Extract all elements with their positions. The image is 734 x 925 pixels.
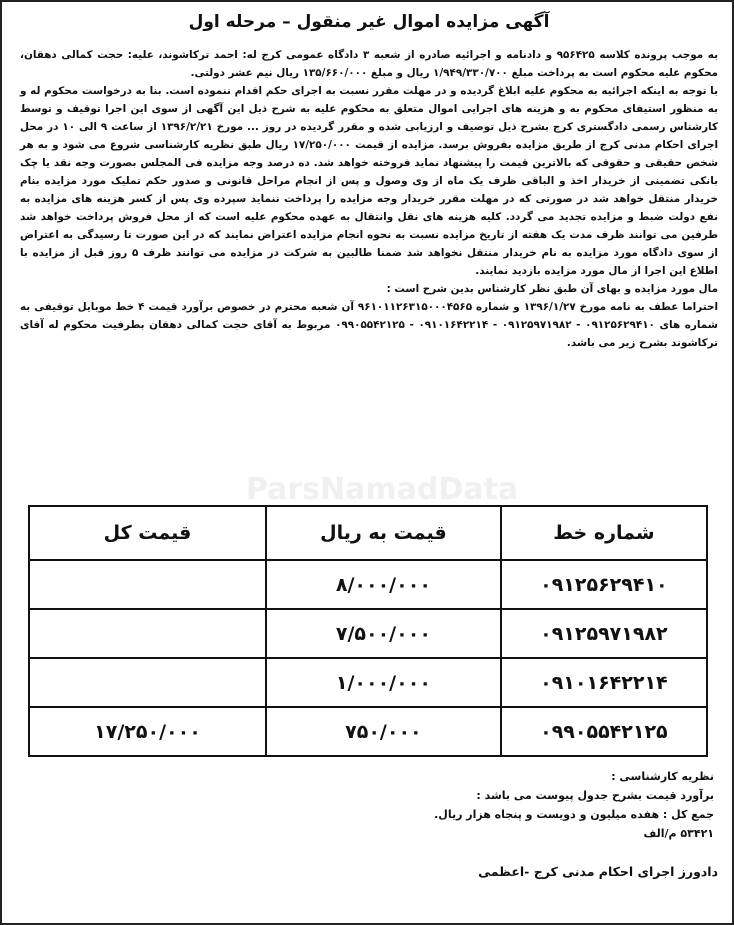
phone-lines-table bbox=[28, 505, 708, 757]
case-paragraph: به موجب پرونده کلاسه ۹۵۶۴۲۵ و دادنامه و اجرائیه صادره از شعبه ۳ دادگاه عمومی کرج له: احمد ترکاشوند، علیه: حجت کمالی دهقان، محکوم علیه محکوم است به پرداخت مبلغ ۱/۹۴۹/۳۳۰/۷۰۰ ریال و مبلغ ۱۳۵/۶۶۰/۰۰۰ ریال نیم عشر دولتی. bbox=[20, 49, 719, 79]
line-number-cell: ۰۹۱۲۵۹۷۱۹۸۲ bbox=[501, 609, 707, 658]
total-cell bbox=[29, 609, 266, 658]
line-number-cell: ۰۹۱۲۵۶۲۹۴۱۰ bbox=[501, 560, 707, 609]
total-cell: ۱۷/۲۵۰/۰۰۰ bbox=[29, 707, 266, 756]
line-number-cell: ۰۹۹۰۵۵۴۲۱۲۵ bbox=[501, 707, 707, 756]
table-row bbox=[29, 609, 707, 658]
line-number-cell: ۰۹۱۰۱۶۴۲۲۱۴ bbox=[501, 658, 707, 707]
price-cell: ۸/۰۰۰/۰۰۰ bbox=[266, 560, 501, 609]
table-row bbox=[29, 707, 707, 756]
notice-body bbox=[20, 46, 718, 352]
header-price: قیمت به ریال bbox=[266, 506, 501, 560]
expert-opinion bbox=[16, 767, 714, 843]
total-cell bbox=[29, 658, 266, 707]
table-header-row bbox=[29, 506, 707, 560]
property-intro-paragraph: مال مورد مزایده و بهای آن طبق نظر کارشناس بدین شرح است : bbox=[386, 283, 718, 295]
price-cell: ۷/۵۰۰/۰۰۰ bbox=[266, 609, 501, 658]
table-row bbox=[29, 658, 707, 707]
header-total: قیمت کل bbox=[29, 506, 266, 560]
signature: دادورز اجرای احکام مدنی کرج -اعظمی bbox=[478, 864, 718, 879]
reference-number: ۵۳۴۲۱ م/الف bbox=[643, 827, 714, 840]
expert-opinion-heading: نظریه کارشناسی : bbox=[611, 770, 714, 783]
table-row bbox=[29, 560, 707, 609]
price-cell: ۷۵۰/۰۰۰ bbox=[266, 707, 501, 756]
total-cell bbox=[29, 560, 266, 609]
header-line-number: شماره خط bbox=[501, 506, 707, 560]
auction-terms-paragraph: با توجه به اینکه اجرائیه به محکوم علیه ابلاغ گردیده و در مهلت مقرر نسبت به اجرای حکم اقدام ننموده است. بنا به درخواست محکوم له و به منظور استیفای محکوم به و هزینه های اجرایی اموال متعلق به محکوم علیه به شرح ذیل این آگهی از سوی این اجرا توقیف و توسط کارشناس رسمی دادگستری کرج بشرح ذیل توصیف و ارزیابی شده و مقرر گردیده در روز ... مورخ ۱۳۹۶/۲/۲۱ از ساعت ۹ الی ۱۰ در محل اجرای احکام مدنی کرج از طریق مزایده بفروش برسد. مزایده از قیمت ۱۷/۲۵۰/۰۰۰ ریال طبق نظریه کارشناسی شروع می شود و به هر شخص حقیقی و حقوقی که بالاترین قیمت را پیشنهاد نماید فروخته خواهد شد. ده درصد وجه مزایده فی المجلس بصورت وجه نقد یا چک بانکی تضمینی از خریدار اخذ و الباقی ظرف یک ماه از وی وصول و پس از انجام مراحل قانونی و صدور حکم تملیک مورد مزایده بنام خریدار منتقل خواهد شد در صورتی که در مهلت مقرر خریدار وجه مزایده را پرداخت ننماید سپرده وی پس از کسر هزینه های مزایده به نفع دولت ضبط و مزایده تجدید می گردد. کلیه هزینه های نقل وانتقال به عهده محکوم علیه است که از محل فروش پرداخت خواهد شد طرفین می توانند ظرف مدت یک هفته از تاریخ مزایده نسبت به نحوه انجام مزایده اعتراض نمایند که در این صورت تا رسیدگی به اعتراض از سوی دادگاه مورد مزایده به نام خریدار منتقل نخواهد شد ضمنا طالبین به شرکت در مزایده می توانند ظرف ۵ روز قبل از مزایده با اطلاع این اجرا از مال مورد مزایده بازدید نمایند. bbox=[20, 85, 719, 277]
watermark: ParsNamadData bbox=[245, 472, 519, 507]
grand-total-text: جمع کل : هفده میلیون و دویست و پنجاه هزار ریال. bbox=[434, 808, 714, 821]
estimate-note: برآورد قیمت بشرح جدول پیوست می باشد : bbox=[476, 789, 714, 802]
notice-title: آگهی مزایده اموال غیر منقول – مرحله اول bbox=[188, 12, 550, 32]
price-cell: ۱/۰۰۰/۰۰۰ bbox=[266, 658, 501, 707]
expert-letter-paragraph: احتراما عطف به نامه مورخ ۱۳۹۶/۱/۲۷ و شماره ۹۶۱۰۱۱۲۶۳۱۵۰۰۰۴۵۶۵ آن شعبه محترم در خصوص برآورد قیمت ۴ خط موبایل توقیفی به شماره های ۰۹۱۲۵۶۲۹۴۱۰ - ۰۹۱۲۵۹۷۱۹۸۲ - ۰۹۱۰۱۶۴۲۲۱۴ - ۰۹۹۰۵۵۴۲۱۲۵ مربوط به آقای حجت کمالی دهقان بطرفیت محکوم له آقای ترکاشوند بشرح زیر می باشد. bbox=[20, 301, 718, 349]
